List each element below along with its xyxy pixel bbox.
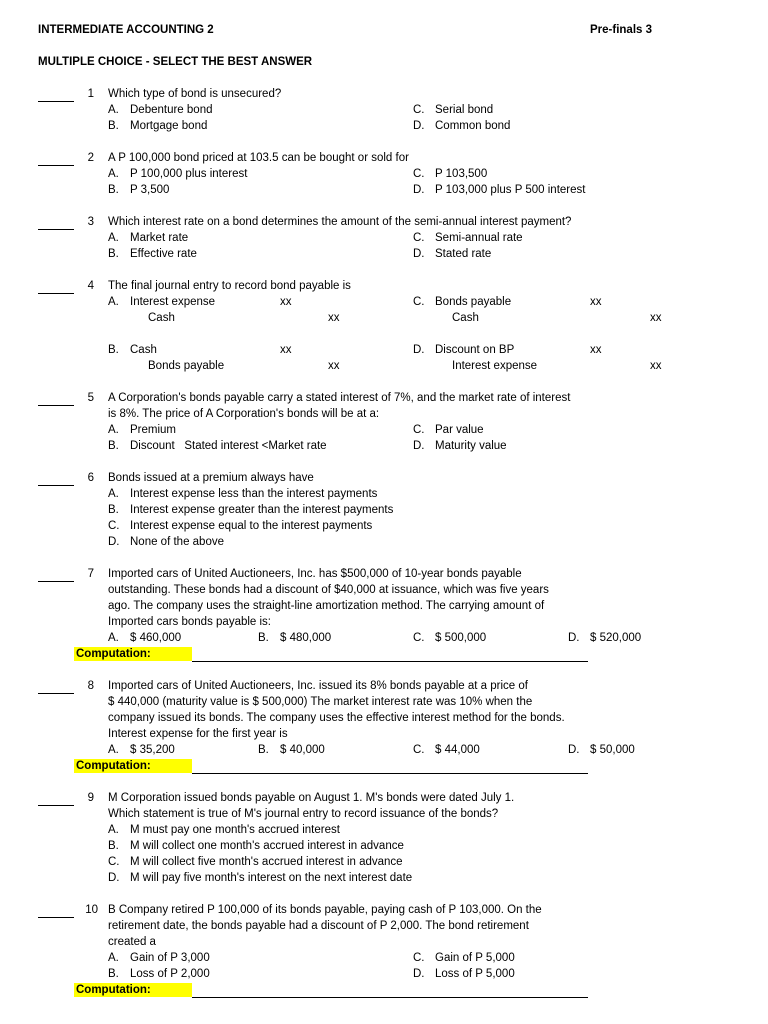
option-text: M will collect one month's accrued interest in advance bbox=[130, 840, 404, 852]
option-letter: A. bbox=[108, 104, 119, 116]
option-text: $ 40,000 bbox=[280, 744, 325, 756]
option-letter: B. bbox=[258, 744, 269, 756]
option-letter: A. bbox=[108, 424, 119, 436]
question-text: Imported cars bonds payable is: bbox=[108, 616, 272, 628]
journal-credit-amount: xx bbox=[328, 312, 340, 324]
journal-debit-amount: xx bbox=[280, 344, 292, 356]
option-letter: D. bbox=[568, 744, 580, 756]
question-number: 1 bbox=[87, 88, 94, 100]
option-text: Gain of P 3,000 bbox=[130, 952, 210, 964]
option-letter: B. bbox=[108, 120, 119, 132]
answer-blank[interactable] bbox=[38, 405, 74, 406]
journal-credit-amount: xx bbox=[650, 360, 662, 372]
question-number: 6 bbox=[87, 472, 94, 484]
option-text: Gain of P 5,000 bbox=[435, 952, 515, 964]
question-text: outstanding. These bonds had a discount of $40,000 at issuance, which was five years bbox=[108, 584, 549, 596]
option-letter: C. bbox=[413, 232, 425, 244]
option-text: M must pay one month's accrued interest bbox=[130, 824, 340, 836]
option-letter: C. bbox=[413, 296, 425, 308]
option-text: $ 460,000 bbox=[130, 632, 182, 644]
option-text: P 100,000 plus interest bbox=[130, 168, 248, 180]
option-letter: D. bbox=[108, 872, 120, 884]
question-text: created a bbox=[108, 936, 156, 948]
option-text: Maturity value bbox=[435, 440, 507, 452]
option-letter: D. bbox=[413, 120, 425, 132]
question-text: A P 100,000 bond priced at 103.5 can be bought or sold for bbox=[108, 152, 409, 164]
option-text: Loss of P 5,000 bbox=[435, 968, 515, 980]
question-text: A Corporation's bonds payable carry a stated interest of 7%, and the market rate of interest bbox=[108, 392, 571, 404]
option-letter: C. bbox=[413, 632, 425, 644]
option-text: Serial bond bbox=[435, 104, 494, 116]
answer-blank[interactable] bbox=[38, 101, 74, 102]
question-text: Which interest rate on a bond determines the amount of the semi-annual interest payment? bbox=[108, 216, 572, 228]
computation-line[interactable] bbox=[192, 773, 588, 774]
option-letter: A. bbox=[108, 168, 119, 180]
option-letter: D. bbox=[108, 536, 120, 548]
option-letter: D. bbox=[413, 248, 425, 260]
answer-blank[interactable] bbox=[38, 917, 74, 918]
answer-blank[interactable] bbox=[38, 581, 74, 582]
option-letter: B. bbox=[108, 344, 119, 356]
option-text: Premium bbox=[130, 424, 177, 436]
computation-line[interactable] bbox=[192, 661, 588, 662]
journal-debit-account: Bonds payable bbox=[435, 296, 512, 308]
option-letter: C. bbox=[108, 856, 120, 868]
instruction-heading: MULTIPLE CHOICE - SELECT THE BEST ANSWER bbox=[38, 56, 313, 68]
answer-blank[interactable] bbox=[38, 693, 74, 694]
option-text: Interest expense less than the interest payments bbox=[130, 488, 378, 500]
option-letter: C. bbox=[413, 168, 425, 180]
computation-line[interactable] bbox=[192, 997, 588, 998]
journal-debit-amount: xx bbox=[590, 296, 602, 308]
journal-debit-amount: xx bbox=[590, 344, 602, 356]
answer-blank[interactable] bbox=[38, 293, 74, 294]
option-letter: D. bbox=[413, 440, 425, 452]
answer-blank[interactable] bbox=[38, 485, 74, 486]
journal-credit-amount: xx bbox=[328, 360, 340, 372]
option-text: Effective rate bbox=[130, 248, 197, 260]
journal-credit-amount: xx bbox=[650, 312, 662, 324]
question-text: company issued its bonds. The company uses the effective interest method for the bonds. bbox=[108, 712, 565, 724]
option-text: P 103,500 bbox=[435, 168, 488, 180]
option-letter: A. bbox=[108, 824, 119, 836]
option-letter: B. bbox=[108, 248, 119, 260]
option-text: M will collect five month's accrued interest in advance bbox=[130, 856, 403, 868]
option-text: Interest expense greater than the interest payments bbox=[130, 504, 394, 516]
option-letter: C. bbox=[413, 952, 425, 964]
question-text: ago. The company uses the straight-line amortization method. The carrying amount of bbox=[108, 600, 545, 612]
question-text: M Corporation issued bonds payable on August 1. M's bonds were dated July 1. bbox=[108, 792, 515, 804]
option-text: P 3,500 bbox=[130, 184, 170, 196]
option-text: $ 520,000 bbox=[590, 632, 642, 644]
question-text: Which statement is true of M's journal entry to record issuance of the bonds? bbox=[108, 808, 499, 820]
option-letter: D. bbox=[568, 632, 580, 644]
option-letter: A. bbox=[108, 488, 119, 500]
option-letter: D. bbox=[413, 184, 425, 196]
option-letter: B. bbox=[108, 504, 119, 516]
question-number: 9 bbox=[87, 792, 94, 804]
journal-debit-amount: xx bbox=[280, 296, 292, 308]
question-text: retirement date, the bonds payable had a discount of P 2,000. The bond retirement bbox=[108, 920, 529, 932]
question-number: 2 bbox=[87, 152, 94, 164]
journal-credit-account: Bonds payable bbox=[148, 360, 225, 372]
question-number: 3 bbox=[87, 216, 94, 228]
question-text: Which type of bond is unsecured? bbox=[108, 88, 282, 100]
option-letter: B. bbox=[108, 968, 119, 980]
option-letter: B. bbox=[108, 840, 119, 852]
question-text: Bonds issued at a premium always have bbox=[108, 472, 314, 484]
option-letter: A. bbox=[108, 952, 119, 964]
question-number: 10 bbox=[85, 904, 98, 916]
option-text: Stated rate bbox=[435, 248, 492, 260]
answer-blank[interactable] bbox=[38, 805, 74, 806]
question-text: Interest expense for the first year is bbox=[108, 728, 288, 740]
question-number: 7 bbox=[87, 568, 94, 580]
journal-debit-account: Interest expense bbox=[130, 296, 216, 308]
computation-label: Computation: bbox=[76, 648, 151, 660]
journal-credit-account: Cash bbox=[148, 312, 175, 324]
option-text: $ 50,000 bbox=[590, 744, 635, 756]
option-text: $ 44,000 bbox=[435, 744, 480, 756]
computation-label: Computation: bbox=[76, 984, 151, 996]
question-text: $ 440,000 (maturity value is $ 500,000) The market interest rate was 10% when the bbox=[108, 696, 533, 708]
option-text: Loss of P 2,000 bbox=[130, 968, 210, 980]
option-text: $ 35,200 bbox=[130, 744, 175, 756]
option-letter: D. bbox=[413, 344, 425, 356]
option-letter: A. bbox=[108, 232, 119, 244]
option-text: Interest expense equal to the interest payments bbox=[130, 520, 373, 532]
question-number: 8 bbox=[87, 680, 94, 692]
option-text: Semi-annual rate bbox=[435, 232, 523, 244]
journal-debit-account: Cash bbox=[130, 344, 157, 356]
option-text: Par value bbox=[435, 424, 484, 436]
option-text: None of the above bbox=[130, 536, 224, 548]
option-letter: B. bbox=[108, 184, 119, 196]
journal-credit-account: Cash bbox=[452, 312, 479, 324]
question-text: The final journal entry to record bond payable is bbox=[108, 280, 351, 292]
question-text: B Company retired P 100,000 of its bonds payable, paying cash of P 103,000. On the bbox=[108, 904, 542, 916]
question-text: Imported cars of United Auctioneers, Inc. issued its 8% bonds payable at a price of bbox=[108, 680, 528, 692]
journal-credit-account: Interest expense bbox=[452, 360, 538, 372]
option-text: $ 480,000 bbox=[280, 632, 332, 644]
option-text: Mortgage bond bbox=[130, 120, 208, 132]
option-letter: C. bbox=[413, 104, 425, 116]
option-letter: A. bbox=[108, 744, 119, 756]
option-letter: B. bbox=[108, 440, 119, 452]
option-text: Discount Stated interest <Market rate bbox=[130, 440, 327, 452]
option-text: M will pay five month's interest on the next interest date bbox=[130, 872, 413, 884]
option-text: $ 500,000 bbox=[435, 632, 487, 644]
option-letter: C. bbox=[413, 424, 425, 436]
question-number: 4 bbox=[87, 280, 94, 292]
question-text: Imported cars of United Auctioneers, Inc. has $500,000 of 10-year bonds payable bbox=[108, 568, 522, 580]
option-text: Common bond bbox=[435, 120, 511, 132]
question-number: 5 bbox=[87, 392, 94, 404]
answer-blank[interactable] bbox=[38, 229, 74, 230]
option-letter: A. bbox=[108, 632, 119, 644]
option-text: Market rate bbox=[130, 232, 189, 244]
option-letter: C. bbox=[108, 520, 120, 532]
answer-blank[interactable] bbox=[38, 165, 74, 166]
option-text: Debenture bond bbox=[130, 104, 213, 116]
option-letter: A. bbox=[108, 296, 119, 308]
option-text: P 103,000 plus P 500 interest bbox=[435, 184, 586, 196]
document-title: INTERMEDIATE ACCOUNTING 2 bbox=[38, 24, 214, 36]
exam-label: Pre-finals 3 bbox=[590, 24, 652, 36]
question-text: is 8%. The price of A Corporation's bonds will be at a: bbox=[108, 408, 380, 420]
computation-label: Computation: bbox=[76, 760, 151, 772]
journal-debit-account: Discount on BP bbox=[435, 344, 515, 356]
option-letter: D. bbox=[413, 968, 425, 980]
option-letter: C. bbox=[413, 744, 425, 756]
option-letter: B. bbox=[258, 632, 269, 644]
